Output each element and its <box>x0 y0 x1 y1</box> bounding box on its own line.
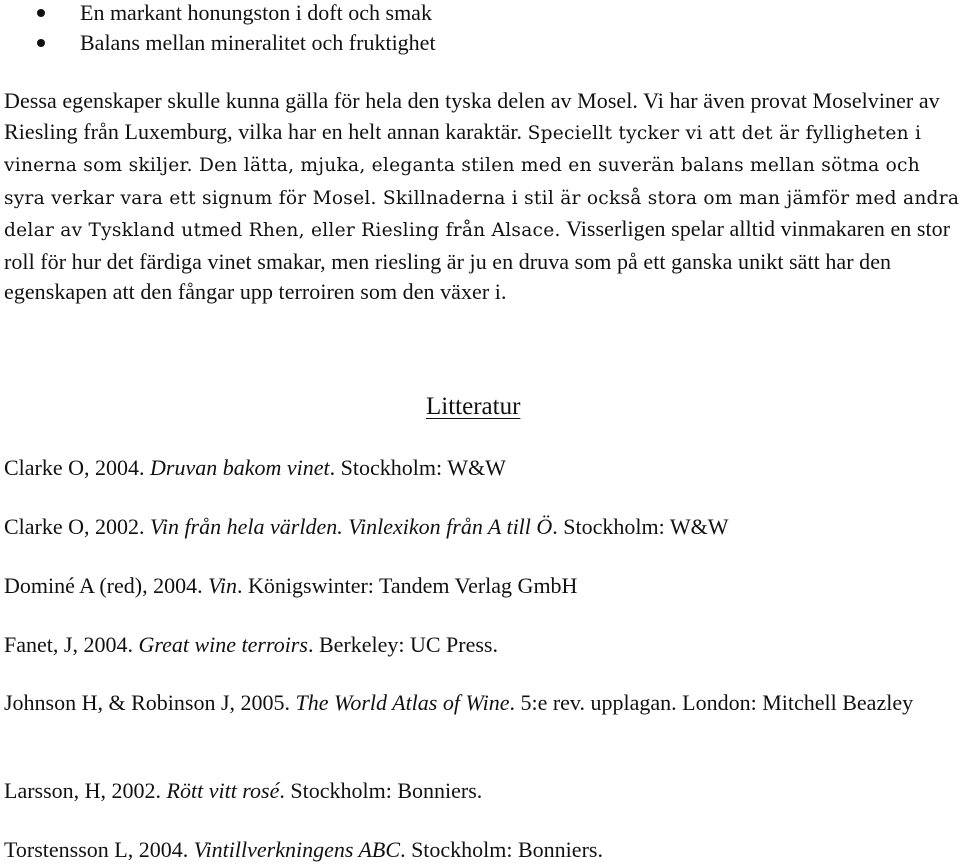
reference-author: Torstensson L, 2004. <box>4 837 194 862</box>
reference-publisher: . Stockholm: Bonniers. <box>400 837 603 862</box>
bullet-list <box>0 0 960 58</box>
reference-publisher: . Berkeley: UC Press. <box>307 632 498 657</box>
reference-publisher: . Stockholm: W&W <box>552 514 729 539</box>
body-paragraph <box>4 86 960 308</box>
reference-title: Rött vitt rosé <box>166 778 280 803</box>
reference-title: Vin <box>208 573 238 598</box>
reference-title: Vintillverkningens ABC <box>193 837 401 862</box>
reference-entry <box>4 453 944 483</box>
bullet-text: En markant honungston i doft och smak <box>80 0 432 25</box>
reference-author: Clarke O, 2002. <box>4 514 151 539</box>
reference-author: Fanet, J, 2004. <box>4 632 139 657</box>
reference-publisher: . Stockholm: W&W <box>329 455 506 480</box>
reference-entry <box>4 630 944 660</box>
bullet-text: Balans mellan mineralitet och fruktighet <box>80 30 436 55</box>
reference-publisher: . Königswinter: Tandem Verlag GmbH <box>237 573 578 598</box>
reference-entry <box>4 688 944 718</box>
reference-title: Druvan bakom vinet <box>150 455 330 480</box>
reference-title: Vin från hela världen. Vinlexikon från A till Ö <box>150 514 553 539</box>
bullet-icon <box>37 9 45 17</box>
bullet-item <box>0 28 960 58</box>
reference-entry <box>4 571 944 601</box>
reference-title: Great wine terroirs <box>138 632 308 657</box>
reference-author: Dominé A (red), 2004. <box>4 573 209 598</box>
reference-author: Clarke O, 2004. <box>4 455 151 480</box>
reference-title: The World Atlas of Wine <box>295 690 510 715</box>
bullet-item <box>0 0 960 28</box>
reference-author: Larsson, H, 2002. <box>4 778 167 803</box>
section-heading: Litteratur <box>426 393 521 420</box>
paragraph-text-part1: Dessa egenskaper skulle kunna gälla för hela den tyska delen av Mosel. Vi har även provat Moselviner av Riesling från Luxemburg, vilka har en helt annan karaktär. <box>4 88 940 144</box>
reference-publisher: . Stockholm: Bonniers. <box>279 778 483 803</box>
paragraph-text-part3: Visserligen spelar alltid vinmakaren en stor roll för hur det färdiga vinet smakar, men riesling är ju en druva som på ett ganska unikt sätt har den egenskapen att den fångar upp terroiren som den växer i. <box>4 216 951 304</box>
reference-publisher: . 5:e rev. upplagan. London: Mitchell Beazley <box>509 690 914 715</box>
paragraph-text-part2: Speciellt tycker vi att det är fylligheten i vinerna som skiljer. Den lätta, mjuka, eleganta stilen med en suverän balans mellan sötma och syra verkar vara ett signum för Mosel. Skillnaderna i stil är också stora om man jämför med andra delar av Tyskland utmed Rhen, eller Riesling från Alsace. <box>4 122 960 241</box>
reference-entry <box>4 835 944 865</box>
reference-author: Johnson H, & Robinson J, 2005. <box>4 690 296 715</box>
reference-entry <box>4 776 944 806</box>
reference-entry <box>4 512 944 542</box>
bullet-icon <box>37 39 45 47</box>
